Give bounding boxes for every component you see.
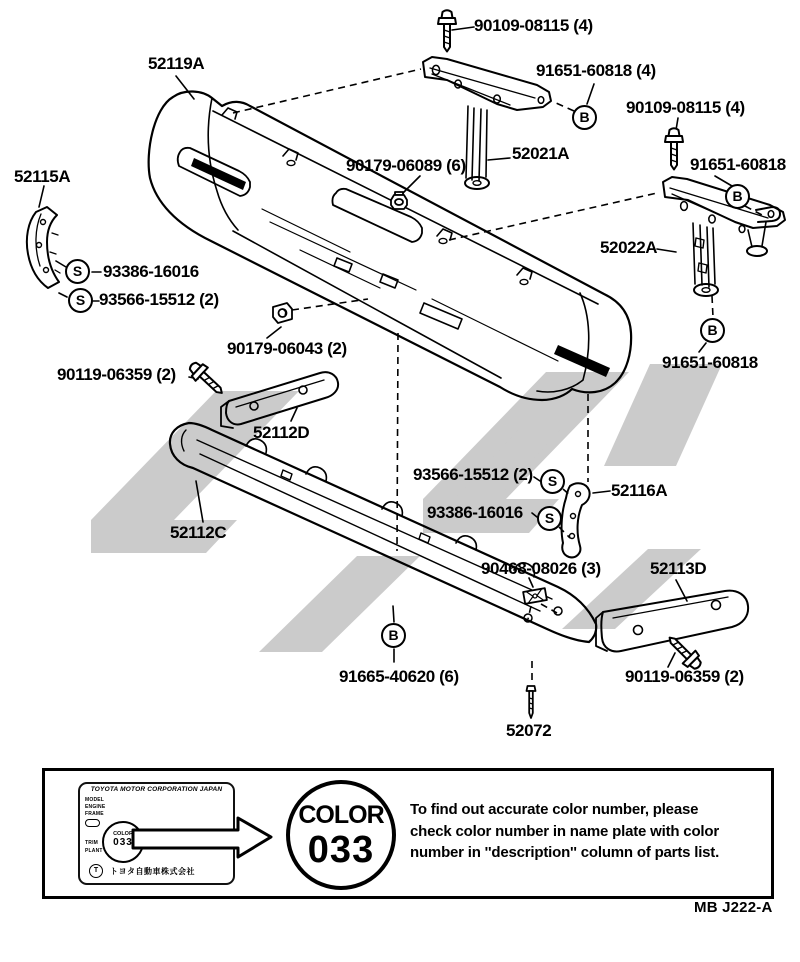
part-label-91651-60818-right: 91651-60818: [662, 353, 758, 372]
part-label-52021A: 52021A: [512, 144, 570, 163]
part-support-52115A: [27, 207, 60, 288]
clip-icon-90179-06043: [273, 303, 292, 323]
part-label-52119A: 52119A: [148, 54, 205, 73]
part-label-91651-60818-topright: 91651-60818: [690, 155, 786, 174]
name-plate-color-value: 033: [113, 837, 133, 848]
part-label-52115A: 52115A: [14, 167, 71, 186]
part-label-90468-08026: 90468-08026 (3): [481, 559, 601, 578]
note-line-2: check color number in name plate with color: [410, 822, 719, 840]
part-label-93386-16016-right: 93386-16016: [427, 503, 523, 522]
name-plate-field-frame: FRAME: [85, 811, 104, 817]
color-note-text: [410, 799, 800, 864]
screw-icon-52072: [527, 686, 536, 718]
part-label-90109-08115-top: 90109-08115 (4): [474, 16, 593, 35]
part-label-90109-08115-right: 90109-08115 (4): [626, 98, 745, 117]
color-badge-label: COLOR: [298, 801, 384, 829]
name-plate-field-trim: TRIM: [85, 840, 99, 846]
part-label-52072: 52072: [506, 721, 552, 740]
part-label-52116A: 52116A: [611, 481, 668, 500]
color-badge: [286, 780, 396, 890]
part-label-52022A: 52022A: [600, 238, 658, 257]
part-label-93386-16016-left: 93386-16016: [103, 262, 199, 281]
clip-icon-90468-08026: [523, 588, 547, 604]
doc-code: MB J222-A: [694, 899, 773, 916]
part-label-93566-15512-left: 93566-15512 (2): [99, 290, 219, 309]
b-marker-icon: B: [381, 623, 406, 648]
color-badge-value: 033: [307, 829, 375, 871]
part-label-90179-06089: 90179-06089 (6): [346, 156, 466, 175]
name-plate-header: TOYOTA MOTOR CORPORATION JAPAN: [90, 786, 223, 793]
note-line-1: To find out accurate color number, please: [410, 801, 699, 818]
s-marker-icon: S: [537, 506, 562, 531]
bolt-icon-90109-right: [665, 128, 683, 169]
bolt-icon-90109-top: [438, 10, 456, 51]
part-bracket-52022A: [663, 177, 785, 296]
part-label-90179-06043: 90179-06043 (2): [227, 339, 347, 358]
part-label-52112D: 52112D: [253, 423, 310, 442]
b-marker-icon: B: [572, 105, 597, 130]
part-label-93566-15512-right: 93566-15512 (2): [413, 465, 533, 484]
part-label-52112C: 52112C: [170, 523, 227, 542]
part-label-90119-06359-left: 90119-06359 (2): [57, 365, 176, 384]
bolt-icon-90119-left: [185, 358, 227, 399]
s-marker-icon: S: [68, 288, 93, 313]
name-plate-field-model: MODEL: [85, 797, 105, 803]
name-plate-color-label: COLOR: [113, 831, 133, 837]
part-label-91665-40620: 91665-40620 (6): [339, 667, 459, 686]
name-plate-field-plant: PLANT: [85, 848, 103, 854]
part-support-52116A: [562, 483, 590, 557]
note-line-3: number in ''description'' column of parts list.: [410, 844, 720, 861]
clip-icon-90179-06089: [391, 192, 407, 209]
part-label-90119-06359-right: 90119-06359 (2): [625, 667, 744, 686]
color-note-box: [42, 768, 774, 899]
part-bumper-cover: [149, 91, 631, 400]
name-plate-field-engine: ENGINE: [85, 804, 106, 810]
part-label-91651-60818-4: 91651-60818 (4): [536, 61, 656, 80]
toyota-logo-icon: T: [89, 864, 103, 878]
s-marker-icon: S: [540, 469, 565, 494]
name-plate-company: トヨタ自動車株式会社: [110, 867, 195, 876]
b-marker-icon: B: [700, 318, 725, 343]
s-marker-icon: S: [65, 259, 90, 284]
b-marker-icon: B: [725, 184, 750, 209]
part-label-52113D: 52113D: [650, 559, 707, 578]
